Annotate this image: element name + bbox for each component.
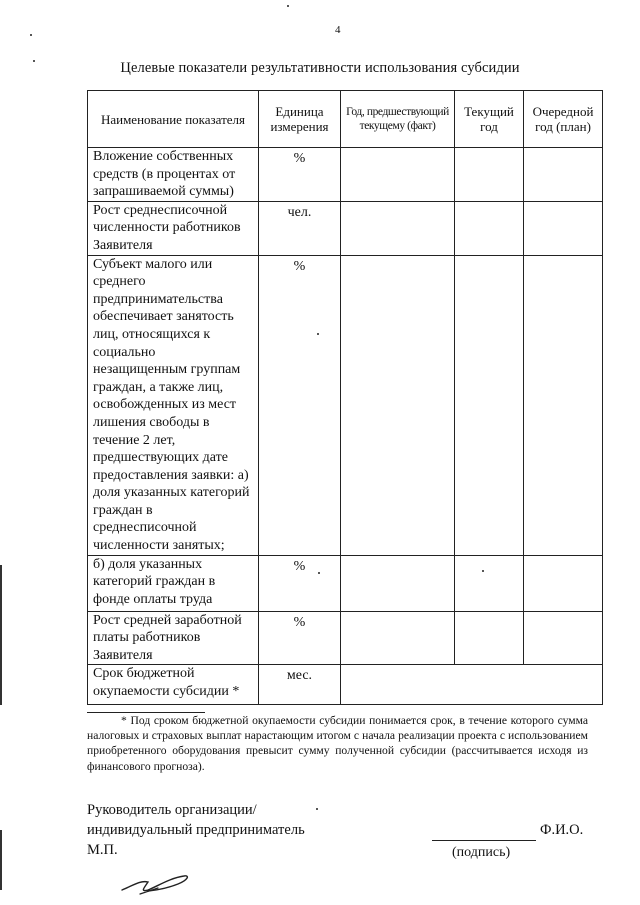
scan-speck xyxy=(33,60,35,62)
scan-edge-mark xyxy=(0,565,2,705)
header-previous-year: Год, предшествующий текущему (факт) xyxy=(341,91,455,148)
cell-current-year xyxy=(455,201,524,255)
signature-line xyxy=(432,840,536,841)
header-indicator-name: Наименование показателя xyxy=(88,91,259,148)
scan-edge-mark xyxy=(0,830,2,890)
scan-speck xyxy=(318,572,320,574)
page-title: Целевые показатели результативности использования субсидии xyxy=(120,60,520,76)
scan-speck xyxy=(287,5,289,7)
cell-previous-year xyxy=(341,611,455,665)
indicators-table xyxy=(87,90,603,705)
cell-previous-year xyxy=(341,148,455,202)
row-unit: % xyxy=(259,555,341,611)
cell-next-year xyxy=(524,148,603,202)
row-name: Срок бюджетной окупаемости субсидии * xyxy=(88,665,259,705)
cell-next-year xyxy=(524,611,603,665)
row-name: Вложение собственных средств (в процентах от запрашиваемой суммы) xyxy=(88,148,259,202)
table-header-row xyxy=(88,91,603,148)
header-current-year: Текущий год xyxy=(455,91,524,148)
handwritten-signature xyxy=(118,868,198,898)
table-row xyxy=(88,148,603,202)
row-name: б) доля указанных категорий граждан в фонде оплаты труда xyxy=(88,555,259,611)
table-row xyxy=(88,555,603,611)
table-row xyxy=(88,665,603,705)
table-row xyxy=(88,611,603,665)
header-next-year: Очередной год (план) xyxy=(524,91,603,148)
row-name: Субъект малого или среднего предпринимательства обеспечивает занятость лиц, относящихся к социально незащищенным группам граждан, а также лиц, освобожденных из мест лишения свободы в течение 2 лет, предшествующих дате предоставления заявки: а) доля указанных категорий граждан в среднесписочной численности занятых; xyxy=(88,255,259,555)
signatory-title-line2: индивидуальный предприниматель xyxy=(87,822,305,838)
header-unit: Единица измерения xyxy=(259,91,341,148)
table-row xyxy=(88,201,603,255)
signatory-title-line1: Руководитель организации/ xyxy=(87,802,257,818)
scan-speck xyxy=(482,570,484,572)
footnote-text: * Под сроком бюджетной окупаемости субсидии понимается срок, в течение которого сумма налоговых и страховых выплат нарастающим итогом с начала реализации проекта с использованием приобретенного оборудования превысит сумму полученной субсидии (рассчитывается исходя из финансового прогноза). xyxy=(87,714,588,773)
scan-speck xyxy=(30,34,32,36)
cell-previous-year xyxy=(341,201,455,255)
row-unit: % xyxy=(259,611,341,665)
row-unit: % xyxy=(259,255,341,555)
cell-previous-year xyxy=(341,555,455,611)
scan-speck xyxy=(316,808,318,810)
table-row xyxy=(88,255,603,555)
cell-current-year xyxy=(455,555,524,611)
cell-current-year xyxy=(455,255,524,555)
scan-speck xyxy=(317,333,319,335)
cell-merged-values xyxy=(341,665,603,705)
signature-caption: (подпись) xyxy=(452,845,511,860)
cell-next-year xyxy=(524,255,603,555)
row-unit: % xyxy=(259,148,341,202)
row-name: Рост средней заработной платы работников Заявителя xyxy=(88,611,259,665)
row-unit: мес. xyxy=(259,665,341,705)
fio-label: Ф.И.О. xyxy=(540,822,584,838)
cell-next-year xyxy=(524,555,603,611)
row-unit: чел. xyxy=(259,201,341,255)
cell-previous-year xyxy=(341,255,455,555)
stamp-place: М.П. xyxy=(87,842,118,858)
cell-current-year xyxy=(455,148,524,202)
cell-next-year xyxy=(524,201,603,255)
row-name: Рост среднесписочной численности работников Заявителя xyxy=(88,201,259,255)
footnote xyxy=(87,713,588,774)
cell-current-year xyxy=(455,611,524,665)
page-number: 4 xyxy=(335,24,341,36)
